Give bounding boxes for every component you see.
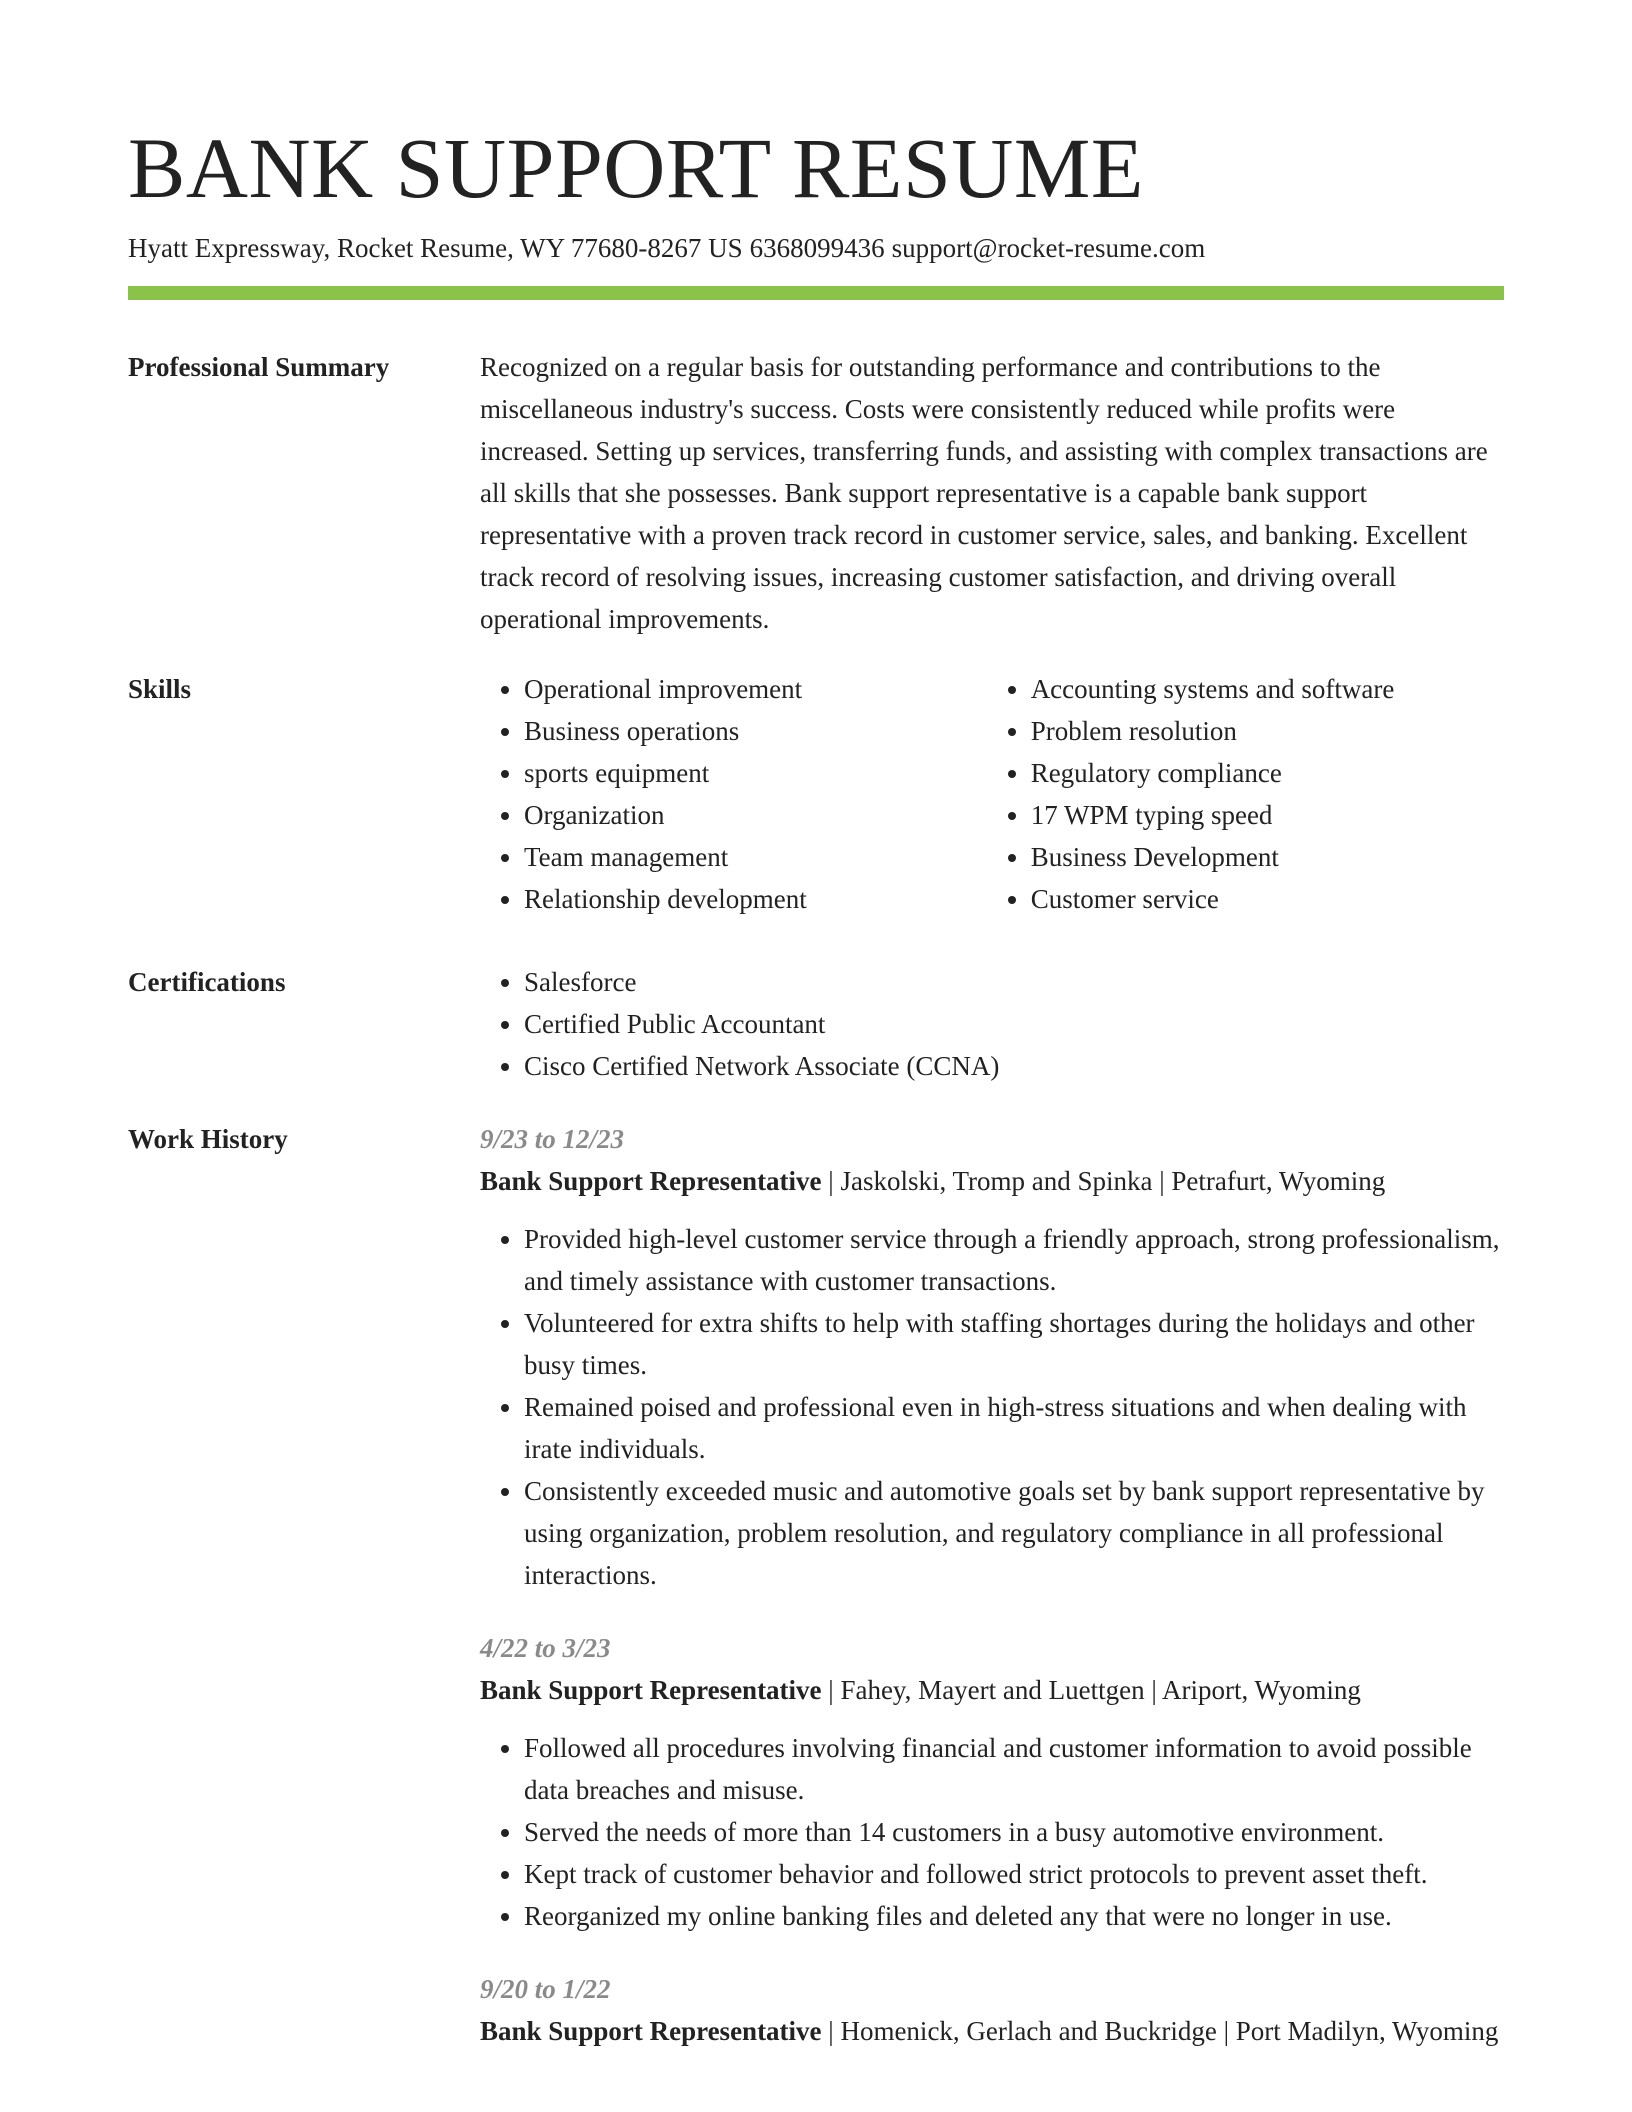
job-heading (480, 1669, 1504, 1711)
skills-body (480, 668, 1504, 920)
job-dates: 4/22 to 3/23 (480, 1633, 611, 1663)
skill-item: • Team management (524, 836, 943, 878)
contact-phone: 6368099436 (749, 233, 885, 263)
job-bullet: • Provided high-level customer service through a friendly approach, strong professionalism, and timely assistance with customer transactions. (524, 1218, 1504, 1302)
skill-item: • Organization (524, 794, 943, 836)
skill-item: • Accounting systems and software (1031, 668, 1504, 710)
certification-item: • Cisco Certified Network Associate (CCNA) (524, 1045, 1504, 1087)
skills-heading: Skills (128, 674, 192, 704)
job-bullets (480, 1727, 1504, 1937)
certifications-body (480, 961, 1504, 1087)
summary-body (480, 346, 1504, 640)
contact-address: Hyatt Expressway, Rocket Resume, WY 77680-8267 US (128, 233, 743, 263)
job-bullet: • Reorganized my online banking files and deleted any that were no longer in use. (524, 1895, 1504, 1937)
job-entry (480, 1118, 1504, 1596)
skills-list-left (480, 668, 943, 920)
skill-item: • Business Development (1031, 836, 1504, 878)
job-bullet: • Volunteered for extra shifts to help with staffing shortages during the holidays and other busy times. (524, 1302, 1504, 1386)
job-heading (480, 2010, 1504, 2052)
summary-text: Recognized on a regular basis for outstanding performance and contributions to the miscellaneous industry's success. Costs were consistently reduced while profits were increased. Setting up services, transferring funds, and assisting with complex transactions are all skills that she possesses. Bank support representative is a capable bank support representative with a proven track record in customer service, sales, and banking. Excellent track record of resolving issues, increasing customer satisfaction, and driving overall operational improvements. (480, 352, 1488, 634)
job-details: | Fahey, Mayert and Luettgen | Ariport, Wyoming (821, 1675, 1361, 1705)
skill-item: • 17 WPM typing speed (1031, 794, 1504, 836)
work-history-heading: Work History (128, 1124, 288, 1154)
work-history-body (480, 1118, 1504, 2052)
skill-item: • Problem resolution (1031, 710, 1504, 752)
summary-heading: Professional Summary (128, 352, 390, 382)
job-bullet: • Followed all procedures involving financial and customer information to avoid possible data breaches and misuse. (524, 1727, 1504, 1811)
certifications-heading: Certifications (128, 967, 286, 997)
job-dates: 9/23 to 12/23 (480, 1124, 625, 1154)
job-details: | Homenick, Gerlach and Buckridge | Port Madilyn, Wyoming (821, 2016, 1499, 2046)
contact-line (128, 230, 1205, 266)
certification-item: • Salesforce (524, 961, 1504, 1003)
skill-item: • sports equipment (524, 752, 943, 794)
job-title: Bank Support Representative (480, 1675, 822, 1705)
skill-item: • Relationship development (524, 878, 943, 920)
certifications-list (480, 961, 1504, 1087)
skill-item: • Business operations (524, 710, 943, 752)
accent-divider (128, 286, 1504, 300)
job-bullet: • Served the needs of more than 14 customers in a busy automotive environment. (524, 1811, 1504, 1853)
job-bullet: • Consistently exceeded music and automotive goals set by bank support representative by using organization, problem resolution, and regulatory compliance in all professional interactions. (524, 1470, 1504, 1596)
skill-item: • Operational improvement (524, 668, 943, 710)
resume-title: BANK SUPPORT RESUME (128, 120, 1144, 216)
job-title: Bank Support Representative (480, 2016, 822, 2046)
skills-list-right (987, 668, 1504, 920)
job-bullet: • Remained poised and professional even in high-stress situations and when dealing with irate individuals. (524, 1386, 1504, 1470)
job-bullets (480, 1218, 1504, 1596)
contact-email: support@rocket-resume.com (891, 233, 1206, 263)
job-bullet: • Kept track of customer behavior and followed strict protocols to prevent asset theft. (524, 1853, 1504, 1895)
job-entry (480, 1968, 1504, 2052)
skill-item: • Regulatory compliance (1031, 752, 1504, 794)
job-title: Bank Support Representative (480, 1166, 822, 1196)
job-dates: 9/20 to 1/22 (480, 1974, 611, 2004)
job-details: | Jaskolski, Tromp and Spinka | Petrafurt, Wyoming (821, 1166, 1386, 1196)
job-heading (480, 1160, 1504, 1202)
certification-item: • Certified Public Accountant (524, 1003, 1504, 1045)
job-entry (480, 1627, 1504, 1937)
skill-item: • Customer service (1031, 878, 1504, 920)
